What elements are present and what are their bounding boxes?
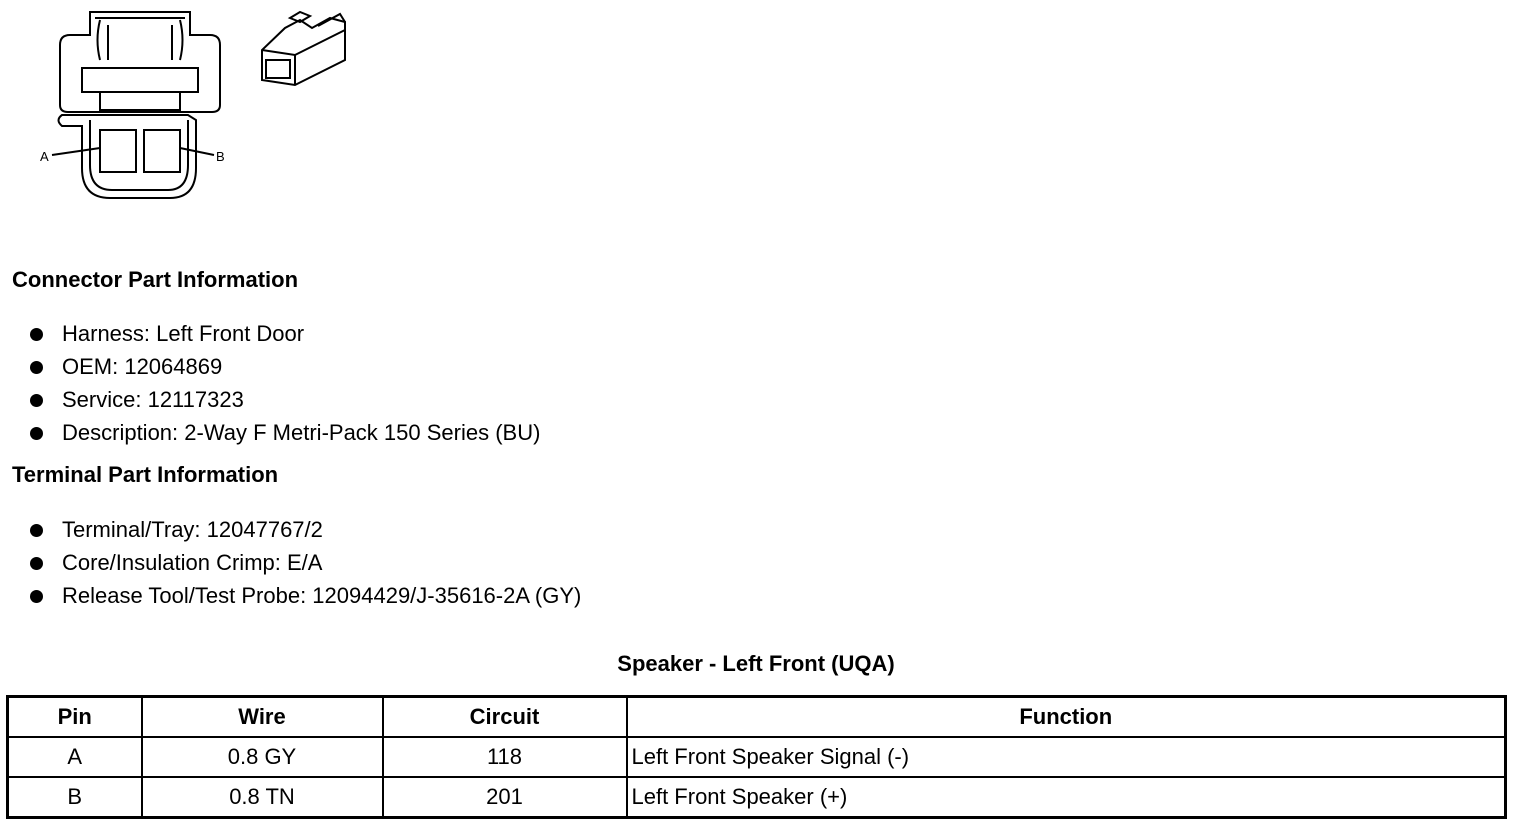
bullet-icon — [30, 394, 43, 407]
bullet-icon — [30, 427, 43, 440]
pin-a-label: A — [40, 149, 49, 164]
connector-info-heading: Connector Part Information — [12, 267, 299, 292]
cell-wire: 0.8 TN — [142, 777, 383, 818]
cell-circuit: 201 — [383, 777, 627, 818]
cell-pin: B — [8, 777, 142, 818]
list-item: Terminal/Tray: 12047767/2 — [0, 517, 581, 550]
header-circuit: Circuit — [383, 697, 627, 738]
list-item: Release Tool/Test Probe: 12094429/J-35616-2A (GY) — [0, 583, 581, 616]
header-function: Function — [627, 697, 1506, 738]
header-pin: Pin — [8, 697, 142, 738]
list-item: Description: 2-Way F Metri-Pack 150 Series (BU) — [0, 420, 540, 453]
pin-table-title: Speaker - Left Front (UQA) — [617, 651, 895, 676]
table-header-row — [8, 697, 1506, 738]
bullet-icon — [30, 328, 43, 341]
bullet-icon — [30, 524, 43, 537]
list-item: Harness: Left Front Door — [0, 321, 540, 354]
cell-function: Left Front Speaker (+) — [627, 777, 1506, 818]
connector-face-drawing — [52, 12, 220, 198]
header-wire: Wire — [142, 697, 383, 738]
list-item: OEM: 12064869 — [0, 354, 540, 387]
pin-table — [6, 695, 1507, 819]
table-row — [8, 777, 1506, 818]
bullet-icon — [30, 361, 43, 374]
connector-iso-drawing — [262, 12, 345, 85]
terminal-info-heading: Terminal Part Information — [12, 462, 279, 487]
table-row — [8, 737, 1506, 777]
cell-function: Left Front Speaker Signal (-) — [627, 737, 1506, 777]
bullet-icon — [30, 590, 43, 603]
list-item: Core/Insulation Crimp: E/A — [0, 550, 581, 583]
connector-info-list — [0, 321, 540, 453]
connector-diagram — [0, 0, 380, 220]
pin-b-label: B — [216, 149, 225, 164]
cell-wire: 0.8 GY — [142, 737, 383, 777]
list-item: Service: 12117323 — [0, 387, 540, 420]
cell-pin: A — [8, 737, 142, 777]
cell-circuit: 118 — [383, 737, 627, 777]
terminal-info-list — [0, 517, 581, 616]
bullet-icon — [30, 557, 43, 570]
